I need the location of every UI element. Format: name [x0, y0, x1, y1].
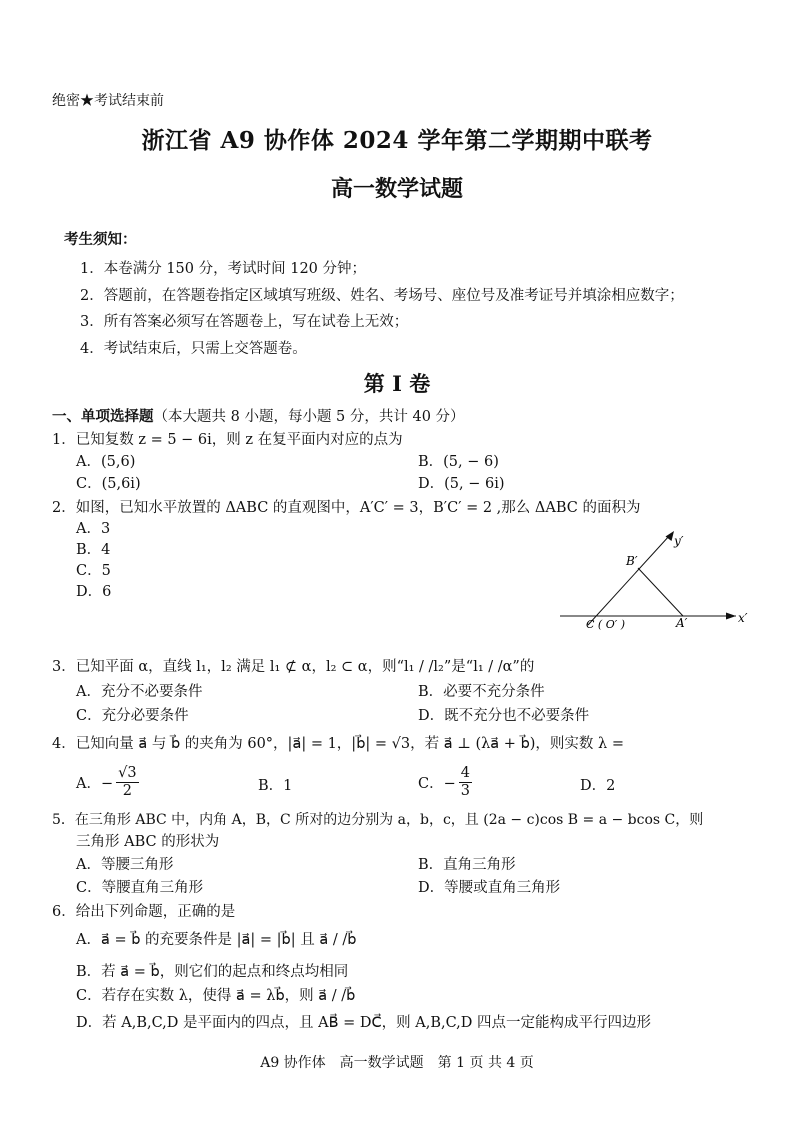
q3-option-b: B．必要不充分条件 — [418, 684, 545, 700]
exam-subtitle: 高一数学试题 — [330, 176, 463, 202]
volume-title: 第 I 卷 — [363, 371, 431, 396]
y-axis-arrow — [666, 531, 675, 541]
q3-option-c: C．充分必要条件 — [76, 708, 189, 724]
q4-option-a — [76, 765, 139, 800]
exam-title: 浙江省 A9 协作体 2024 学年第二学期期中联考 — [141, 127, 653, 154]
q5-option-c: C．等腰直角三角形 — [76, 880, 204, 896]
q6-option-d: D．若 A,B,C,D 是平面内的四点，且 AB⃗ = DC⃗，则 A,B,C,D 四点一定能构成平行四边形 — [76, 1015, 652, 1031]
point-a-label: A′ — [676, 616, 688, 630]
q4-option-a-denominator: 2 — [122, 783, 132, 799]
question-5-stem: 5．在三角形 ABC 中，内角 A，B，C 所对的边分别为 a，b，c，且 (2a − c)cos B = a − bcos C，则 — [52, 812, 704, 828]
q1-option-c: C．(5,6i) — [76, 476, 141, 492]
q5-option-d: D．等腰或直角三角形 — [418, 880, 561, 896]
oblique-projection-figure — [550, 525, 750, 635]
q1-option-a: A．(5,6) — [76, 454, 136, 470]
q4-option-c-fraction — [459, 765, 472, 800]
q2-option-a: A．3 — [76, 521, 111, 537]
question-2-stem: 2．如图，已知水平放置的 ΔABC 的直观图中，A′C′ = 3，B′C′ = 2 ,那么 ΔABC 的面积为 — [52, 500, 641, 516]
q4-option-a-numerator: √3 — [118, 765, 137, 781]
origin-label: C ( O′ ) — [586, 618, 626, 631]
q3-option-a: A．充分不必要条件 — [76, 684, 203, 700]
q4-option-b: B．1 — [258, 778, 293, 794]
q4-option-a-prefix: A．− — [76, 776, 114, 792]
q4-option-c-numerator: 4 — [460, 765, 470, 781]
q1-option-d: D．(5, − 6i) — [418, 476, 505, 492]
notice-item: 2．答题前，在答题卷指定区域填写班级、姓名、考场号、座位号及准考证号并填涂相应数字； — [80, 288, 684, 304]
notice-item: 4．考试结束后，只需上交答题卷。 — [80, 341, 307, 357]
question-1-stem: 1．已知复数 z = 5 − 6i，则 z 在复平面内对应的点为 — [52, 432, 403, 448]
x-axis-arrow — [726, 613, 736, 620]
question-6-stem: 6．给出下列命题，正确的是 — [52, 904, 236, 920]
segment-b-a — [638, 568, 683, 616]
section-heading — [52, 407, 465, 427]
q3-option-d: D．既不充分也不必要条件 — [418, 708, 590, 724]
q1-option-b: B．(5, − 6) — [418, 454, 499, 470]
x-axis-label: x′ — [738, 611, 748, 625]
q6-option-a: A．a⃗ = b⃗ 的充要条件是 |a⃗| = |b⃗| 且 a⃗ / /b⃗ — [76, 932, 357, 948]
section-label: 一、单项选择题 — [52, 408, 154, 425]
q4-option-a-fraction — [116, 765, 138, 800]
q4-option-c-denominator: 3 — [460, 783, 470, 799]
q5-option-a: A．等腰三角形 — [76, 857, 174, 873]
q2-option-d: D．6 — [76, 584, 112, 600]
q6-option-b: B．若 a⃗ = b⃗，则它们的起点和终点均相同 — [76, 964, 349, 980]
q4-option-c — [418, 765, 472, 800]
q2-option-c: C．5 — [76, 563, 111, 579]
notice-heading: 考生须知： — [64, 231, 137, 248]
point-b-label: B′ — [626, 554, 638, 568]
notice-item: 3．所有答案必须写在答题卷上，写在试卷上无效； — [80, 314, 409, 330]
question-3-stem: 3．已知平面 α，直线 l₁，l₂ 满足 l₁ ⊄ α，l₂ ⊂ α，则“l₁ / /l₂”是“l₁ / /α”的 — [52, 659, 535, 675]
q5-option-b: B．直角三角形 — [418, 857, 516, 873]
y-axis — [588, 535, 670, 625]
q6-option-c: C．若存在实数 λ，使得 a⃗ = λb⃗，则 a⃗ / /b⃗ — [76, 988, 356, 1004]
y-axis-label: y′ — [674, 534, 684, 548]
q2-option-b: B．4 — [76, 542, 111, 558]
question-4-stem: 4．已知向量 a⃗ 与 b⃗ 的夹角为 60°，|a⃗| = 1，|b⃗| = √3，若 a⃗ ⊥ (λa⃗ + b⃗)，则实数 λ = — [52, 736, 624, 752]
question-5-stem-cont: 三角形 ABC 的形状为 — [76, 834, 220, 850]
notice-item: 1．本卷满分 150 分，考试时间 120 分钟； — [80, 261, 367, 277]
section-note: （本大题共 8 小题，每小题 5 分，共计 40 分） — [153, 409, 465, 425]
confidential-mark: 绝密★考试结束前 — [52, 93, 164, 109]
q4-option-d: D．2 — [580, 778, 616, 794]
page-footer: A9 协作体 高一数学试题 第 1 页 共 4 页 — [260, 1055, 534, 1071]
q4-option-c-prefix: C．− — [418, 776, 456, 792]
